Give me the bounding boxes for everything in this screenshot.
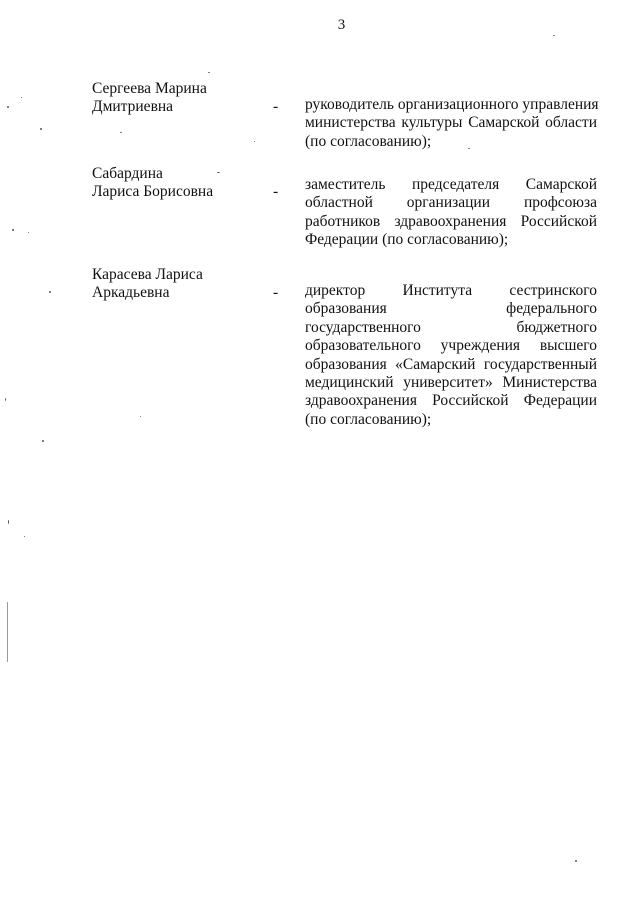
member-name: [92, 266, 262, 302]
scan-speck: [553, 35, 555, 36]
member-position: [305, 96, 597, 151]
scan-speck: [254, 141, 255, 142]
position-line: заместитель председателя Самарской: [305, 176, 597, 193]
position-line: образования федерального: [305, 300, 597, 318]
position-line: министерства культуры Самарской области: [305, 114, 597, 132]
separator-dash: -: [273, 183, 279, 200]
position-line: директор Института сестринского: [305, 282, 597, 299]
page-number: 3: [337, 17, 346, 33]
member-position: [305, 176, 597, 250]
position-line: здравоохранения Российской Федерации: [305, 392, 597, 410]
member-name-line: Аркадьевна: [92, 284, 170, 301]
scan-speck: [140, 416, 141, 417]
position-line: Федерации (по согласованию);: [305, 231, 509, 249]
position-line: областной организации профсоюза: [305, 194, 597, 212]
position-line: (по согласованию);: [305, 132, 432, 150]
scan-speck: [49, 291, 51, 293]
scan-speck: [120, 132, 122, 133]
scan-speck: [24, 536, 25, 537]
scan-speck: [468, 148, 470, 149]
scan-speck: [217, 172, 220, 173]
position-line: медицинский университет» Министерства: [305, 374, 597, 392]
scan-speck: [575, 860, 577, 862]
position-line: образования «Самарский государственный: [305, 355, 597, 373]
scan-speck: [7, 106, 9, 108]
scan-speck: [12, 229, 14, 231]
scan-speck: [42, 440, 44, 442]
position-line: работников здравоохранения Российской: [305, 212, 597, 230]
position-line: образовательного учреждения высшего: [305, 337, 597, 355]
scan-speck: [8, 520, 9, 524]
separator-dash: -: [273, 98, 279, 115]
member-name-line: Сабардина: [92, 165, 163, 182]
position-line: (по согласованию);: [305, 410, 432, 428]
member-name-line: Дмитриевна: [92, 98, 174, 115]
member-name-line: Карасева Лариса: [92, 266, 203, 283]
member-name: [92, 165, 262, 201]
scan-speck: [28, 232, 29, 233]
scan-speck: [208, 72, 210, 73]
member-position: [305, 282, 597, 429]
position-line: руководитель организационного управления: [305, 96, 599, 113]
position-line: государственного бюджетного: [305, 318, 597, 336]
member-name-line: Сергеева Марина: [92, 80, 207, 97]
scan-speck: [21, 97, 22, 98]
scan-speck: [40, 128, 42, 130]
scan-speck: [7, 602, 8, 662]
separator-dash: -: [273, 284, 279, 301]
member-name-line: Лариса Борисовна: [92, 183, 214, 200]
scan-speck: [5, 398, 6, 401]
member-name: [92, 80, 262, 116]
